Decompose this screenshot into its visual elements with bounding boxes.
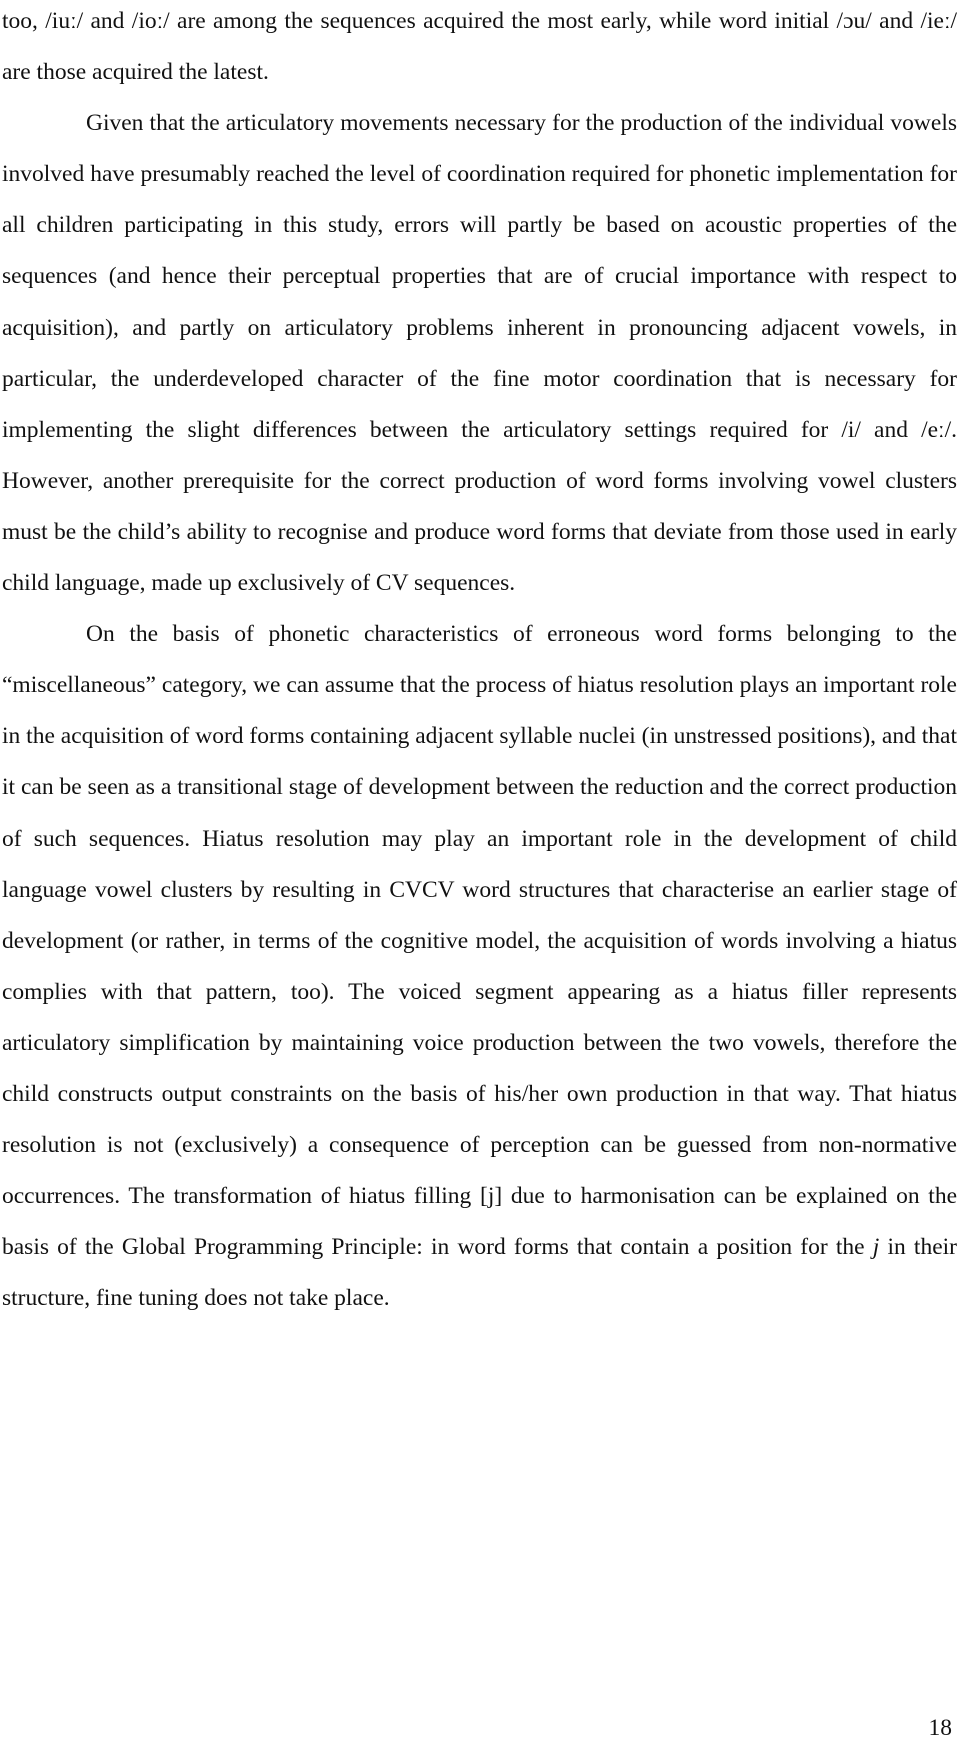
italic-j: j [872, 1234, 880, 1261]
paragraph-3-text-end: in their structure, fine tuning does not take place. [2, 1234, 957, 1312]
paragraph-2: Given that the articulatory movements necessary for the production of the individual vowels involved have presumably reached the level of coordination required for phonetic implementation for all children participating in this study, errors will partly be based on acoustic properties of the sequences (and hence their perceptual properties that are of crucial importance with respect to acquisition), and partly on articulatory problems inherent in pronouncing adjacent vowels, in particular, the underdeveloped character of the fine motor coordination that is necessary for implementing the slight differences between the articulatory settings required for /i/ and /eː/. However, another prerequisite for the correct production of word forms involving vowel clusters must be the child’s ability to recognise and produce word forms that deviate from those used in early child language, made up exclusively of CV sequences. [2, 110, 957, 597]
page-number: 18 [928, 1715, 952, 1741]
body-text [2, 0, 957, 1324]
paragraph-3 [2, 609, 957, 1324]
paragraph-3-text: On the basis of phonetic characteristics of erroneous word forms belonging to the “miscellaneous” category, we can assume that the process of hiatus resolution plays an important role in the acquisition of word forms containing adjacent syllable nuclei (in unstressed positions), and that it can be seen as a transitional stage of development between the reduction and the correct production of such sequences. Hiatus resolution may play an important role in the development of child language vowel clusters by resulting in CVCV word structures that characterise an earlier stage of development (or rather, in terms of the cognitive model, the acquisition of words involving a hiatus complies with that pattern, too). The voiced segment appearing as a hiatus filler represents articulatory simplification by maintaining voice production between the two vowels, therefore the child constructs output constraints on the basis of his/her own production in that way. That hiatus resolution is not (exclusively) a consequence of perception can be guessed from non-normative occurrences. The transformation of hiatus filling [j] due to harmonisation can be explained on the basis of the Global Programming Principle: in word forms that contain a position for the [2, 621, 957, 1261]
paragraph-1: too, /iuː/ and /ioː/ are among the sequences acquired the most early, while word initial /ɔu/ and /ieː/ are those acquired the latest. [2, 8, 957, 86]
